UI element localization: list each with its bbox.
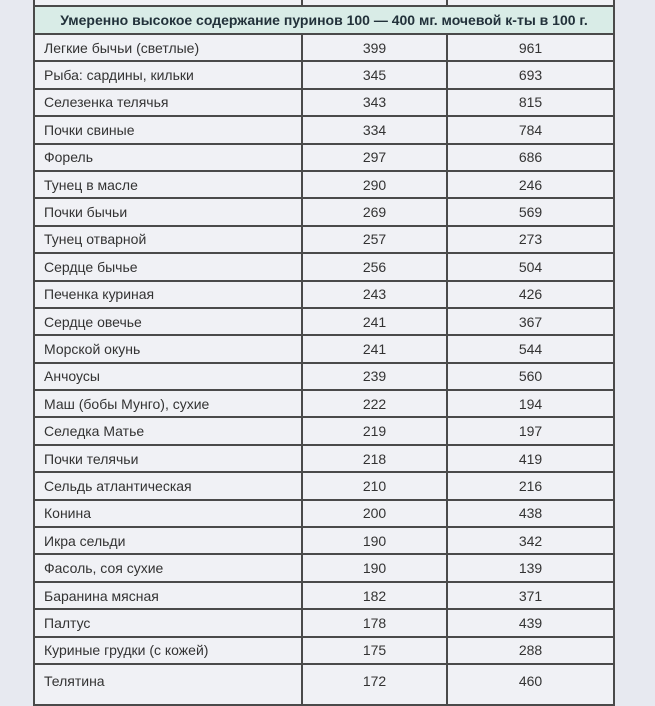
uric-acid-value-cell: 419	[447, 445, 614, 472]
food-name-cell: Икра сельди	[34, 527, 302, 554]
table-row	[34, 609, 614, 636]
food-name-cell: Телятина	[34, 664, 302, 705]
purines-value-cell: 182	[302, 582, 447, 609]
uric-acid-value-cell: 216	[447, 472, 614, 499]
table-row	[34, 34, 614, 61]
uric-acid-value-cell: 693	[447, 61, 614, 88]
food-name-cell: Почки свиные	[34, 116, 302, 143]
uric-acid-value-cell: 139	[447, 554, 614, 581]
table-row	[34, 308, 614, 335]
purines-value-cell: 239	[302, 363, 447, 390]
food-name-cell: Сердце бычье	[34, 253, 302, 280]
food-name-cell: Селезенка телячья	[34, 89, 302, 116]
purines-value-cell: 190	[302, 527, 447, 554]
purines-value-cell: 222	[302, 390, 447, 417]
food-name-cell: Фасоль, соя сухие	[34, 554, 302, 581]
table-row	[34, 637, 614, 664]
uric-acid-value-cell: 961	[447, 34, 614, 61]
food-name-cell: Баранина мясная	[34, 582, 302, 609]
food-name-cell: Легкие бычьи (светлые)	[34, 34, 302, 61]
food-name-cell: Форель	[34, 144, 302, 171]
food-name-cell: Сельдь атлантическая	[34, 472, 302, 499]
purines-value-cell: 200	[302, 500, 447, 527]
uric-acid-value-cell: 784	[447, 116, 614, 143]
uric-acid-value-cell: 246	[447, 171, 614, 198]
food-name-cell: Печенка куриная	[34, 281, 302, 308]
purines-value-cell: 343	[302, 89, 447, 116]
section-header: Умеренно высокое содержание пуринов 100 — 400 мг. мочевой к-ты в 100 г.	[34, 6, 614, 34]
purines-value-cell: 256	[302, 253, 447, 280]
food-name-cell: Почки бычьи	[34, 198, 302, 225]
food-name-cell: Морской окунь	[34, 335, 302, 362]
purines-value-cell: 178	[302, 609, 447, 636]
table-row	[34, 281, 614, 308]
table-row	[34, 61, 614, 88]
table-row	[34, 582, 614, 609]
food-name-cell: Куриные грудки (с кожей)	[34, 637, 302, 664]
table-row	[34, 390, 614, 417]
uric-acid-value-cell: 815	[447, 89, 614, 116]
food-name-cell: Палтус	[34, 609, 302, 636]
table-row	[34, 89, 614, 116]
table-row	[34, 363, 614, 390]
uric-acid-value-cell: 569	[447, 198, 614, 225]
purines-value-cell: 269	[302, 198, 447, 225]
table-row	[34, 445, 614, 472]
food-name-cell: Конина	[34, 500, 302, 527]
uric-acid-value-cell: 371	[447, 582, 614, 609]
uric-acid-value-cell: 460	[447, 664, 614, 705]
food-name-cell: Рыба: сардины, кильки	[34, 61, 302, 88]
uric-acid-value-cell: 686	[447, 144, 614, 171]
purines-value-cell: 297	[302, 144, 447, 171]
table-row	[34, 417, 614, 444]
table-row	[34, 554, 614, 581]
uric-acid-value-cell: 197	[447, 417, 614, 444]
table-row	[34, 226, 614, 253]
purines-value-cell: 345	[302, 61, 447, 88]
purines-value-cell: 241	[302, 335, 447, 362]
table-row	[34, 171, 614, 198]
table-row	[34, 335, 614, 362]
purines-value-cell: 219	[302, 417, 447, 444]
uric-acid-value-cell: 560	[447, 363, 614, 390]
purines-value-cell: 257	[302, 226, 447, 253]
purines-value-cell: 190	[302, 554, 447, 581]
uric-acid-value-cell: 194	[447, 390, 614, 417]
uric-acid-value-cell: 438	[447, 500, 614, 527]
table-row	[34, 116, 614, 143]
uric-acid-value-cell: 426	[447, 281, 614, 308]
table-row	[34, 472, 614, 499]
uric-acid-value-cell: 273	[447, 226, 614, 253]
purine-content-table	[33, 0, 615, 706]
uric-acid-value-cell: 544	[447, 335, 614, 362]
food-name-cell: Тунец отварной	[34, 226, 302, 253]
purines-value-cell: 399	[302, 34, 447, 61]
food-name-cell: Селедка Матье	[34, 417, 302, 444]
food-name-cell: Тунец в масле	[34, 171, 302, 198]
purines-value-cell: 218	[302, 445, 447, 472]
food-name-cell: Маш (бобы Мунго), сухие	[34, 390, 302, 417]
uric-acid-value-cell: 439	[447, 609, 614, 636]
table-body	[34, 34, 614, 664]
food-name-cell: Анчоусы	[34, 363, 302, 390]
uric-acid-value-cell: 342	[447, 527, 614, 554]
uric-acid-value-cell: 504	[447, 253, 614, 280]
purines-value-cell: 175	[302, 637, 447, 664]
purines-value-cell: 334	[302, 116, 447, 143]
food-name-cell: Почки телячьи	[34, 445, 302, 472]
purines-value-cell: 243	[302, 281, 447, 308]
food-name-cell: Сердце овечье	[34, 308, 302, 335]
purines-value-cell: 241	[302, 308, 447, 335]
table-row	[34, 500, 614, 527]
section-header-row	[34, 6, 614, 34]
uric-acid-value-cell: 367	[447, 308, 614, 335]
table-row	[34, 198, 614, 225]
purines-value-cell: 172	[302, 664, 447, 705]
table-row	[34, 253, 614, 280]
table-row	[34, 144, 614, 171]
next-row-partial	[34, 664, 614, 705]
table-row	[34, 527, 614, 554]
purines-value-cell: 290	[302, 171, 447, 198]
uric-acid-value-cell: 288	[447, 637, 614, 664]
purines-value-cell: 210	[302, 472, 447, 499]
